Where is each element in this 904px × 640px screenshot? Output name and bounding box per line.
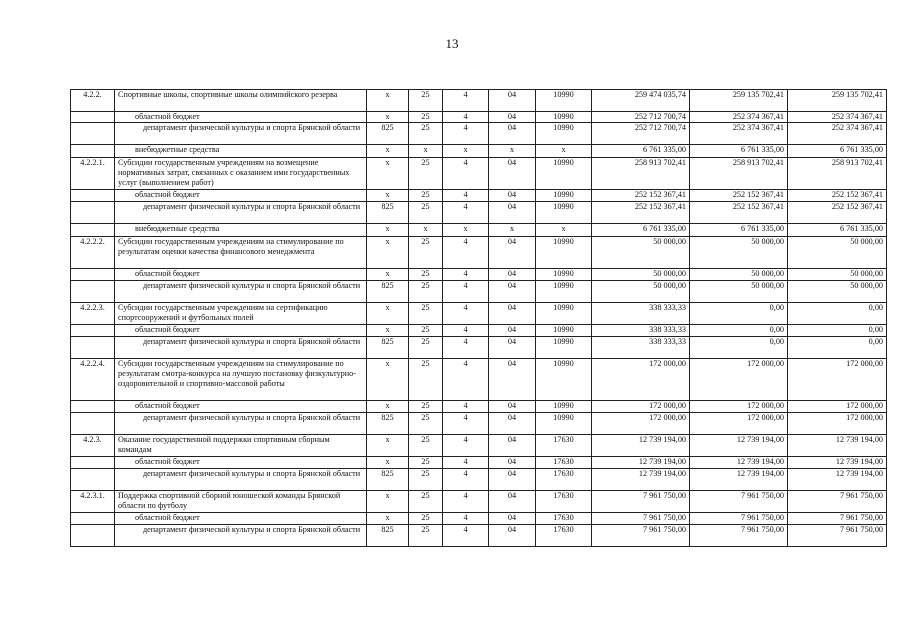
row-target-code: 17630 [536, 457, 592, 469]
row-code [71, 457, 115, 469]
row-amount-3: 7 961 750,00 [788, 491, 887, 513]
row-section-code: 25 [409, 202, 443, 224]
row-subsection-b: х [489, 224, 536, 237]
row-section-code: х [409, 224, 443, 237]
row-amount-3: 50 000,00 [788, 281, 887, 303]
row-admin-code: х [367, 237, 409, 269]
row-name: Поддержка спортивной сборной юношеской команды Брянской области по футболу [115, 491, 367, 513]
row-amount-1: 50 000,00 [592, 237, 690, 269]
row-section-code: 25 [409, 435, 443, 457]
row-code [71, 413, 115, 435]
table-body [71, 90, 887, 547]
row-amount-1: 338 333,33 [592, 325, 690, 337]
row-amount-3: 172 000,00 [788, 359, 887, 401]
row-amount-3: 50 000,00 [788, 237, 887, 269]
row-section-code: 25 [409, 525, 443, 547]
row-amount-3: 252 374 367,41 [788, 123, 887, 145]
row-subsection-a: 4 [443, 90, 489, 112]
row-code [71, 513, 115, 525]
row-target-code: 10990 [536, 281, 592, 303]
row-amount-2: 50 000,00 [690, 269, 788, 281]
row-amount-2: 12 739 194,00 [690, 469, 788, 491]
row-amount-2: 252 374 367,41 [690, 123, 788, 145]
row-target-code: 17630 [536, 513, 592, 525]
row-subsection-a: 4 [443, 525, 489, 547]
row-name: департамент физической культуры и спорта Брянской области [115, 525, 367, 547]
row-amount-1: 172 000,00 [592, 401, 690, 413]
row-amount-3: 12 739 194,00 [788, 435, 887, 457]
row-target-code: 10990 [536, 158, 592, 190]
row-amount-2: 252 152 367,41 [690, 202, 788, 224]
row-subsection-a: 4 [443, 337, 489, 359]
row-subsection-b: 04 [489, 457, 536, 469]
table-row [71, 491, 887, 513]
row-code: 4.2.2.4. [71, 359, 115, 401]
row-name: департамент физической культуры и спорта Брянской области [115, 123, 367, 145]
row-subsection-b: 04 [489, 525, 536, 547]
row-name: областной бюджет [115, 269, 367, 281]
row-amount-2: 0,00 [690, 303, 788, 325]
table-row [71, 457, 887, 469]
row-name: Субсидии государственным учреждениям на стимулирование по результатам смотра-конкурса на лучшую постановку физкультурно-оздоровительной и спортивно-массовой работы [115, 359, 367, 401]
row-code [71, 337, 115, 359]
row-name: департамент физической культуры и спорта Брянской области [115, 413, 367, 435]
row-subsection-b: 04 [489, 491, 536, 513]
row-admin-code: х [367, 269, 409, 281]
row-subsection-a: х [443, 224, 489, 237]
row-amount-3: 7 961 750,00 [788, 513, 887, 525]
row-amount-3: 0,00 [788, 303, 887, 325]
row-target-code: х [536, 224, 592, 237]
row-subsection-a: 4 [443, 435, 489, 457]
row-amount-3: 172 000,00 [788, 413, 887, 435]
row-subsection-a: 4 [443, 469, 489, 491]
row-subsection-a: 4 [443, 190, 489, 202]
table-row [71, 303, 887, 325]
row-section-code: 25 [409, 469, 443, 491]
row-amount-1: 259 474 035,74 [592, 90, 690, 112]
row-code: 4.2.2.2. [71, 237, 115, 269]
row-subsection-b: 04 [489, 158, 536, 190]
row-code [71, 123, 115, 145]
row-name: департамент физической культуры и спорта Брянской области [115, 337, 367, 359]
table-row [71, 90, 887, 112]
table-row [71, 224, 887, 237]
row-section-code: 25 [409, 123, 443, 145]
row-code: 4.2.2.3. [71, 303, 115, 325]
row-amount-1: 258 913 702,41 [592, 158, 690, 190]
row-amount-3: 258 913 702,41 [788, 158, 887, 190]
row-amount-3: 6 761 335,00 [788, 224, 887, 237]
row-name: внебюджетные средства [115, 224, 367, 237]
row-amount-2: 50 000,00 [690, 237, 788, 269]
row-amount-2: 0,00 [690, 337, 788, 359]
table-row [71, 190, 887, 202]
row-name: Субсидии государственным учреждениям на сертификацию спортсооружений и футбольных полей [115, 303, 367, 325]
row-section-code: 25 [409, 325, 443, 337]
row-subsection-a: 4 [443, 413, 489, 435]
row-admin-code: 825 [367, 202, 409, 224]
row-amount-3: 7 961 750,00 [788, 525, 887, 547]
row-amount-1: 7 961 750,00 [592, 491, 690, 513]
row-subsection-b: 04 [489, 513, 536, 525]
row-amount-2: 252 152 367,41 [690, 190, 788, 202]
row-name: Спортивные школы, спортивные школы олимпийского резерва [115, 90, 367, 112]
row-amount-3: 0,00 [788, 325, 887, 337]
row-amount-1: 12 739 194,00 [592, 435, 690, 457]
row-amount-2: 252 374 367,41 [690, 112, 788, 123]
table-row [71, 469, 887, 491]
row-subsection-a: х [443, 145, 489, 158]
row-amount-3: 252 374 367,41 [788, 112, 887, 123]
row-amount-2: 7 961 750,00 [690, 513, 788, 525]
row-admin-code: х [367, 145, 409, 158]
row-target-code: 10990 [536, 401, 592, 413]
row-target-code: 17630 [536, 491, 592, 513]
row-subsection-b: 04 [489, 112, 536, 123]
row-amount-2: 6 761 335,00 [690, 224, 788, 237]
row-admin-code: 825 [367, 337, 409, 359]
table-row [71, 123, 887, 145]
row-name: областной бюджет [115, 401, 367, 413]
row-amount-1: 252 712 700,74 [592, 123, 690, 145]
row-amount-1: 6 761 335,00 [592, 224, 690, 237]
row-admin-code: х [367, 513, 409, 525]
row-target-code: 17630 [536, 435, 592, 457]
row-name: Субсидии государственным учреждениям на возмещение нормативных затрат, связанных с оказанием ими государственных услуг (выполнением работ) [115, 158, 367, 190]
row-subsection-b: 04 [489, 401, 536, 413]
row-admin-code: х [367, 435, 409, 457]
row-admin-code: х [367, 112, 409, 123]
row-admin-code: х [367, 90, 409, 112]
page-number: 13 [445, 36, 459, 51]
table-row [71, 112, 887, 123]
row-amount-1: 7 961 750,00 [592, 513, 690, 525]
table-row [71, 202, 887, 224]
row-section-code: 25 [409, 90, 443, 112]
row-section-code: 25 [409, 303, 443, 325]
row-code [71, 281, 115, 303]
row-section-code: 25 [409, 158, 443, 190]
row-name: департамент физической культуры и спорта Брянской области [115, 202, 367, 224]
row-code [71, 202, 115, 224]
row-admin-code: х [367, 303, 409, 325]
row-section-code: 25 [409, 281, 443, 303]
row-subsection-a: 4 [443, 401, 489, 413]
row-amount-1: 6 761 335,00 [592, 145, 690, 158]
row-target-code: 10990 [536, 269, 592, 281]
row-target-code: 17630 [536, 525, 592, 547]
row-target-code: х [536, 145, 592, 158]
budget-table [70, 89, 887, 547]
row-target-code: 10990 [536, 359, 592, 401]
row-admin-code: х [367, 401, 409, 413]
row-amount-2: 0,00 [690, 325, 788, 337]
row-amount-2: 12 739 194,00 [690, 457, 788, 469]
row-subsection-a: 4 [443, 457, 489, 469]
table-row [71, 325, 887, 337]
row-admin-code: х [367, 359, 409, 401]
row-admin-code: 825 [367, 281, 409, 303]
row-admin-code: 825 [367, 123, 409, 145]
row-subsection-b: 04 [489, 413, 536, 435]
row-name: областной бюджет [115, 325, 367, 337]
row-section-code: 25 [409, 413, 443, 435]
row-subsection-b: 04 [489, 237, 536, 269]
row-code: 4.2.3.1. [71, 491, 115, 513]
table-row [71, 513, 887, 525]
row-amount-1: 172 000,00 [592, 359, 690, 401]
table-row [71, 145, 887, 158]
row-amount-3: 50 000,00 [788, 269, 887, 281]
row-name: Оказание государственной поддержки спортивным сборным командам [115, 435, 367, 457]
row-amount-3: 252 152 367,41 [788, 190, 887, 202]
row-amount-2: 50 000,00 [690, 281, 788, 303]
row-code [71, 112, 115, 123]
row-target-code: 10990 [536, 325, 592, 337]
row-name: областной бюджет [115, 457, 367, 469]
row-subsection-a: 4 [443, 158, 489, 190]
row-subsection-a: 4 [443, 303, 489, 325]
row-code [71, 145, 115, 158]
row-section-code: 25 [409, 237, 443, 269]
row-admin-code: 825 [367, 525, 409, 547]
row-subsection-b: 04 [489, 281, 536, 303]
row-subsection-a: 4 [443, 491, 489, 513]
table-row [71, 359, 887, 401]
row-name: департамент физической культуры и спорта Брянской области [115, 281, 367, 303]
row-target-code: 10990 [536, 303, 592, 325]
row-amount-3: 0,00 [788, 337, 887, 359]
row-subsection-b: 04 [489, 359, 536, 401]
row-target-code: 10990 [536, 90, 592, 112]
row-subsection-b: х [489, 145, 536, 158]
row-amount-1: 338 333,33 [592, 303, 690, 325]
row-code: 4.2.3. [71, 435, 115, 457]
row-code: 4.2.2. [71, 90, 115, 112]
row-code: 4.2.2.1. [71, 158, 115, 190]
table-row [71, 413, 887, 435]
row-name: департамент физической культуры и спорта Брянской области [115, 469, 367, 491]
table-row [71, 269, 887, 281]
row-admin-code: х [367, 224, 409, 237]
row-admin-code: х [367, 325, 409, 337]
row-amount-2: 172 000,00 [690, 413, 788, 435]
row-amount-2: 172 000,00 [690, 359, 788, 401]
row-subsection-b: 04 [489, 90, 536, 112]
row-amount-3: 172 000,00 [788, 401, 887, 413]
row-target-code: 10990 [536, 190, 592, 202]
row-code [71, 224, 115, 237]
row-subsection-a: 4 [443, 359, 489, 401]
row-code [71, 269, 115, 281]
table-row [71, 158, 887, 190]
row-target-code: 10990 [536, 237, 592, 269]
row-subsection-b: 04 [489, 123, 536, 145]
table-row [71, 525, 887, 547]
row-amount-3: 252 152 367,41 [788, 202, 887, 224]
table-row [71, 281, 887, 303]
row-target-code: 10990 [536, 202, 592, 224]
row-target-code: 10990 [536, 123, 592, 145]
row-section-code: 25 [409, 269, 443, 281]
row-name: областной бюджет [115, 513, 367, 525]
row-subsection-a: 4 [443, 281, 489, 303]
row-admin-code: 825 [367, 469, 409, 491]
table-row [71, 435, 887, 457]
row-amount-2: 12 739 194,00 [690, 435, 788, 457]
row-amount-2: 7 961 750,00 [690, 525, 788, 547]
row-name: областной бюджет [115, 190, 367, 202]
table-row [71, 401, 887, 413]
row-amount-3: 6 761 335,00 [788, 145, 887, 158]
row-amount-1: 252 152 367,41 [592, 202, 690, 224]
row-subsection-b: 04 [489, 469, 536, 491]
row-admin-code: х [367, 457, 409, 469]
row-section-code: 25 [409, 112, 443, 123]
row-amount-1: 50 000,00 [592, 281, 690, 303]
row-amount-2: 259 135 702,41 [690, 90, 788, 112]
row-amount-1: 7 961 750,00 [592, 525, 690, 547]
row-subsection-b: 04 [489, 269, 536, 281]
row-section-code: 25 [409, 513, 443, 525]
row-amount-2: 172 000,00 [690, 401, 788, 413]
row-subsection-a: 4 [443, 112, 489, 123]
row-section-code: 25 [409, 401, 443, 413]
row-amount-2: 258 913 702,41 [690, 158, 788, 190]
row-code [71, 525, 115, 547]
row-section-code: 25 [409, 491, 443, 513]
row-amount-1: 12 739 194,00 [592, 457, 690, 469]
row-amount-3: 259 135 702,41 [788, 90, 887, 112]
row-subsection-a: 4 [443, 123, 489, 145]
row-code [71, 190, 115, 202]
row-code [71, 325, 115, 337]
row-section-code: 25 [409, 337, 443, 359]
row-subsection-a: 4 [443, 513, 489, 525]
row-target-code: 10990 [536, 413, 592, 435]
row-target-code: 10990 [536, 112, 592, 123]
row-amount-1: 50 000,00 [592, 269, 690, 281]
row-amount-1: 252 712 700,74 [592, 112, 690, 123]
row-section-code: х [409, 145, 443, 158]
row-subsection-b: 04 [489, 325, 536, 337]
row-subsection-b: 04 [489, 202, 536, 224]
row-target-code: 17630 [536, 469, 592, 491]
row-amount-1: 338 333,33 [592, 337, 690, 359]
row-code [71, 469, 115, 491]
row-amount-1: 12 739 194,00 [592, 469, 690, 491]
row-subsection-b: 04 [489, 190, 536, 202]
row-subsection-b: 04 [489, 337, 536, 359]
row-name: Субсидии государственным учреждениям на стимулирование по результатам оценки качества финансового менеджмента [115, 237, 367, 269]
row-subsection-a: 4 [443, 237, 489, 269]
row-name: внебюджетные средства [115, 145, 367, 158]
row-section-code: 25 [409, 457, 443, 469]
row-subsection-b: 04 [489, 435, 536, 457]
row-amount-2: 7 961 750,00 [690, 491, 788, 513]
table-row [71, 237, 887, 269]
row-amount-1: 172 000,00 [592, 413, 690, 435]
row-code [71, 401, 115, 413]
row-section-code: 25 [409, 190, 443, 202]
row-amount-3: 12 739 194,00 [788, 457, 887, 469]
row-admin-code: х [367, 190, 409, 202]
row-section-code: 25 [409, 359, 443, 401]
row-amount-1: 252 152 367,41 [592, 190, 690, 202]
row-subsection-a: 4 [443, 325, 489, 337]
row-amount-2: 6 761 335,00 [690, 145, 788, 158]
row-subsection-a: 4 [443, 202, 489, 224]
row-subsection-b: 04 [489, 303, 536, 325]
row-target-code: 10990 [536, 337, 592, 359]
row-subsection-a: 4 [443, 269, 489, 281]
row-admin-code: 825 [367, 413, 409, 435]
row-name: областной бюджет [115, 112, 367, 123]
row-admin-code: х [367, 158, 409, 190]
row-admin-code: х [367, 491, 409, 513]
row-amount-3: 12 739 194,00 [788, 469, 887, 491]
table-row [71, 337, 887, 359]
